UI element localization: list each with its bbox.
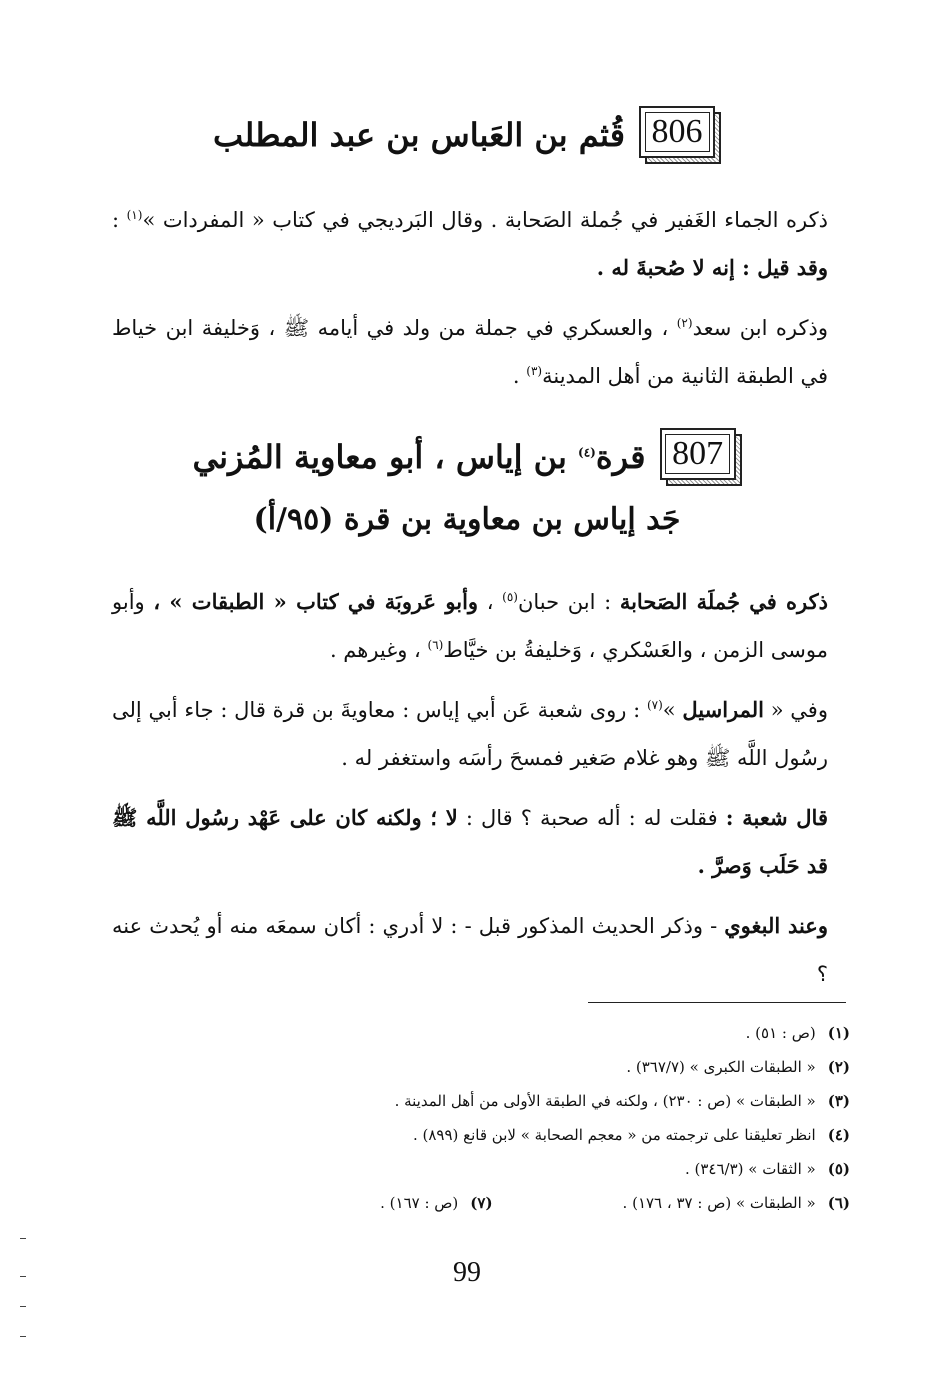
footnote: [130, 1186, 850, 1220]
footnote: [130, 1152, 850, 1186]
bold-text: وقد قيل : إنه لا صُحبةَ له .: [596, 255, 828, 280]
text: ، والعسكري في جملة من ولد في أيامه ﷺ ، وَخليفة ابن خياط في الطبقة الثانية من أهل المدينة: [112, 316, 828, 388]
scan-edge-mark: [20, 1336, 26, 1337]
paragraph: [112, 196, 828, 292]
entry-number-box: [639, 106, 721, 164]
entry-807-header: [0, 428, 934, 486]
text: ، وغيرهم .: [329, 638, 428, 662]
footnote-number: (١): [827, 1024, 850, 1042]
text: - وذكر الحديث المذكور قبل - : لا أدري : أكان سمعَه منه أو يُحدث عنه ؟: [112, 914, 828, 986]
text: »: [662, 698, 683, 722]
paragraph: [112, 304, 828, 400]
bold-text: وأبو عَروبَة في كتاب « الطبقات » ،: [153, 589, 479, 614]
scan-edge-mark: [20, 1276, 26, 1277]
footnote-ref: (٣): [526, 364, 543, 378]
text: : ابن حبان: [517, 590, 620, 614]
footnote-ref: (٤): [578, 445, 596, 460]
footnotes: [130, 1016, 850, 1220]
footnote-text: انظر تعليقنا على ترجمته من « معجم الصحابة » لابن قانع (٨٩٩) .: [412, 1126, 816, 1144]
footnote-text: (ص : ١٦٧) .: [380, 1194, 459, 1212]
footnote-divider: [588, 1002, 846, 1003]
footnote-number: (٧): [470, 1194, 493, 1212]
footnote-number: (٤): [827, 1126, 850, 1144]
text: ذكره الجماء الغَفير في جُملة الصَحابة . وقال البَرديجي في كتاب « المفردات »: [142, 208, 828, 232]
footnote-ref: (٢): [676, 316, 693, 330]
number-box-face: [660, 428, 736, 480]
footnote: [130, 1050, 850, 1084]
footnote-text: « الطبقات » (ص : ٣٧ ، ١٧٦) .: [622, 1194, 816, 1212]
paragraph: [112, 794, 828, 890]
text: وذكره ابن سعد: [692, 316, 828, 340]
entry-number: 807: [665, 434, 730, 474]
text: .: [512, 364, 527, 388]
entry-title: قُثم بن العَباس بن عبد المطلب: [213, 116, 625, 154]
footnote-ref: (١): [126, 208, 143, 222]
paragraph: [112, 686, 828, 782]
number-box-face: [639, 106, 715, 158]
footnote-number: (٦): [827, 1194, 850, 1212]
entry-subtitle: جَد إياس بن معاوية بن قرة (٩٥/أ): [253, 502, 681, 537]
bold-text: قال شعبة :: [725, 805, 828, 830]
footnote-text: (ص : ٥١) .: [745, 1024, 816, 1042]
footnote-text: « الطبقات » (ص : ٢٣٠) ، ولكنه في الطبقة الأولى من أهل المدينة .: [394, 1092, 816, 1110]
text: فقلت له : أله صحبة ؟ قال :: [457, 806, 726, 830]
footnote-ref: (٦): [427, 638, 444, 652]
page-number: 99: [453, 1257, 481, 1288]
text: :: [112, 208, 127, 232]
footnote-ref: (٧): [646, 698, 663, 712]
entry-title: [192, 438, 645, 476]
text: وأبو موسى الزمن ، والعَسْكري ، وَخليفةُ بن خيَّاط: [112, 590, 828, 662]
footnote-ref: (٥): [502, 590, 518, 604]
entry-number: 806: [645, 112, 710, 152]
text: ،: [478, 590, 503, 614]
bold-text: ذكره في جُملَة الصَحابة: [619, 589, 828, 614]
entry-806-header: [0, 106, 934, 164]
footnote: [130, 1016, 850, 1050]
footnote-number: (٣): [827, 1092, 850, 1110]
entry-number-box: [660, 428, 742, 486]
title-text: قرة: [595, 438, 646, 476]
scan-edge-mark: [20, 1238, 26, 1239]
footnote-number: (٢): [827, 1058, 850, 1076]
bold-text: المراسيل: [682, 697, 764, 722]
text: : روى شعبة عَن أبي إياس : معاويةَ بن قرة قال : جاء أبي إلى رسُول اللَّه ﷺ وهو غلام صَغير فمسحَ رأسَه واستغفر له .: [112, 698, 828, 770]
paragraph: [112, 902, 828, 998]
text: وفي «: [764, 698, 828, 722]
footnote-text: « الثقات » (٣٤٦/٣) .: [684, 1160, 816, 1178]
paragraph: [112, 578, 828, 674]
bold-text: وعند البغوي: [724, 913, 828, 938]
title-text: بن إياس ، أبو معاوية المُزني: [192, 438, 579, 476]
footnote-text: « الطبقات الكبرى » (٣٦٧/٧) .: [626, 1058, 816, 1076]
footnote-inline: [380, 1186, 492, 1220]
footnote-number: (٥): [827, 1160, 850, 1178]
scan-edge-mark: [20, 1306, 26, 1307]
bold-text: لا ؛ ولكنه كان على عَهْد رسُول اللَّه ﷺ قد حَلَب وَصرَّ .: [112, 805, 828, 878]
footnote: [130, 1084, 850, 1118]
footnote: [130, 1118, 850, 1152]
